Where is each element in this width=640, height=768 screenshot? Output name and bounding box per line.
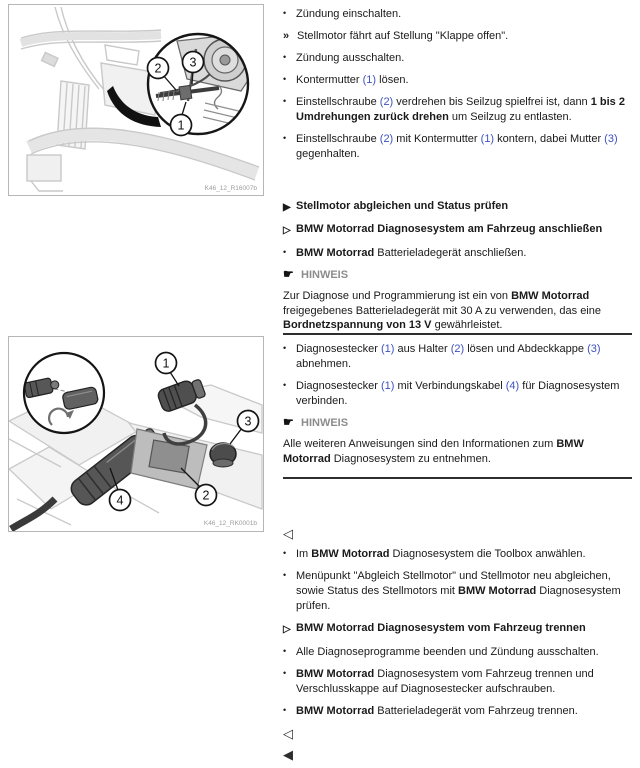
list-item: [283, 222, 632, 237]
figure-diagnostic-connector: [8, 336, 264, 532]
throttle-adjustment-drawing: [9, 5, 263, 195]
bullet-icon: •: [283, 74, 287, 84]
item-text: Alle weiteren Anweisungen sind den Informationen zum BMW Motorrad Diagnosesystem zu entnehmen.: [283, 438, 584, 465]
list-item: [283, 621, 632, 636]
section-cable-adjustment-steps: [283, 7, 632, 169]
callout-3: 3: [189, 55, 197, 70]
back-nav-outline-icon: ◁: [283, 726, 293, 741]
item-text: Diagnosestecker (1) aus Halter (2) lösen und Abdeckkappe (3) abnehmen.: [296, 343, 601, 370]
item-text: BMW Motorrad Batterieladegerät anschließen.: [296, 247, 527, 259]
callout-ref-link[interactable]: (2): [379, 133, 394, 145]
item-text: Zur Diagnose und Programmierung ist ein von BMW Motorrad freigegebenes Batterieladegerät mit 30 A zu verwenden, das eine Bordnetzspannung von 13 V gewährleistet.: [283, 290, 601, 331]
bullet-icon: •: [283, 133, 287, 143]
back-nav-filled-icon: ◀: [283, 747, 293, 762]
list-item: [283, 645, 632, 660]
callout-ref-link[interactable]: (1): [381, 380, 395, 392]
figure2-caption: K46_12_RK0001b: [203, 520, 257, 527]
list-item: [283, 246, 632, 261]
list-item: [283, 51, 632, 66]
callout-4: 4: [116, 493, 124, 508]
list-item: [283, 29, 632, 44]
bullet-icon: •: [283, 570, 287, 580]
figure-throttle-adjustment: [8, 4, 264, 196]
section-calibrate-status: [283, 199, 632, 342]
procedure-arrow-outline-icon: ▷: [283, 624, 291, 635]
bullet-icon: •: [283, 705, 287, 715]
list-item: [283, 526, 632, 541]
item-text: Alle Diagnoseprogramme beenden und Zündung ausschalten.: [296, 646, 599, 658]
callout-ref-link[interactable]: (3): [604, 133, 618, 145]
item-text: HINWEIS: [301, 417, 349, 429]
list-item: [283, 437, 632, 466]
bullet-icon: •: [283, 8, 287, 18]
list-item: [283, 268, 632, 283]
list-item: [283, 7, 632, 22]
bullet-icon: •: [283, 548, 287, 558]
result-arrow-icon: »: [283, 30, 289, 42]
item-text: BMW Motorrad Batterieladegerät vom Fahrzeug trennen.: [296, 705, 578, 717]
bullet-icon: •: [283, 668, 287, 678]
bullet-icon: •: [283, 646, 287, 656]
callout-1: 1: [177, 118, 185, 133]
item-text: BMW Motorrad Diagnosesystem vom Fahrzeug trennen und Verschlusskappe auf Diagnosestecker aufschrauben.: [296, 668, 594, 695]
pointing-hand-icon: ☛: [283, 267, 294, 281]
list-item: [283, 416, 632, 431]
callout-3: 3: [244, 414, 252, 429]
figure1-caption: K46_12_R16007b: [204, 185, 257, 192]
list-item: [283, 667, 632, 697]
list-item: [283, 547, 632, 562]
item-text: Kontermutter (1) lösen.: [296, 74, 409, 86]
list-item: [283, 95, 632, 125]
list-item: [283, 199, 632, 214]
diagnostic-connector-drawing: [9, 337, 263, 531]
item-text: BMW Motorrad Diagnosesystem vom Fahrzeug trennen: [296, 622, 586, 634]
back-nav-outline-icon: ◁: [283, 526, 293, 541]
bullet-icon: •: [283, 52, 287, 62]
item-text: Zündung einschalten.: [296, 8, 402, 20]
list-item: [283, 342, 632, 372]
item-text: Einstellschraube (2) mit Kontermutter (1) kontern, dabei Mutter (3) gegenhalten.: [296, 133, 618, 160]
list-item: [283, 132, 632, 162]
procedure-arrow-filled-icon: ▶: [283, 202, 291, 213]
item-text: Diagnosestecker (1) mit Verbindungskabel (4) für Diagnosesystem verbinden.: [296, 380, 620, 407]
callout-ref-link[interactable]: (2): [450, 343, 465, 355]
list-item: [283, 73, 632, 88]
item-text: BMW Motorrad Diagnosesystem am Fahrzeug anschließen: [296, 223, 603, 235]
list-item: [283, 379, 632, 409]
callout-1: 1: [162, 356, 170, 371]
procedure-arrow-outline-icon: ▷: [283, 225, 291, 236]
callout-ref-link[interactable]: (4): [505, 380, 520, 392]
bullet-icon: •: [283, 380, 287, 390]
callout-ref-link[interactable]: (1): [362, 74, 377, 86]
pointing-hand-icon: ☛: [283, 415, 294, 429]
bullet-icon: •: [283, 343, 287, 353]
callout-ref-link[interactable]: (1): [381, 343, 395, 355]
item-text: Stellmotor abgleichen und Status prüfen: [296, 200, 509, 212]
list-item: [283, 704, 632, 719]
bullet-icon: •: [283, 247, 287, 257]
callout-2: 2: [154, 61, 162, 76]
list-item: [283, 747, 632, 762]
list-item: [283, 726, 632, 741]
list-item: [283, 569, 632, 614]
item-text: Zündung ausschalten.: [296, 52, 405, 64]
section-diagnostic-connector-steps: [283, 333, 632, 479]
item-text: Im BMW Motorrad Diagnosesystem die Toolbox anwählen.: [296, 548, 586, 560]
callout-2: 2: [202, 488, 210, 503]
section-toolbox-and-disconnect: [283, 526, 632, 768]
list-item: [283, 289, 632, 333]
item-text: HINWEIS: [301, 269, 349, 281]
item-text: Stellmotor fährt auf Stellung "Klappe offen".: [297, 30, 509, 42]
callout-ref-link[interactable]: (1): [480, 133, 495, 145]
bullet-icon: •: [283, 96, 287, 106]
callout-ref-link[interactable]: (2): [379, 96, 394, 108]
callout-ref-link[interactable]: (3): [587, 343, 601, 355]
item-text: Einstellschraube (2) verdrehen bis Seilzug spielfrei ist, dann 1 bis 2 Umdrehungen zurück drehen um Seilzug zu entlasten.: [296, 96, 625, 123]
item-text: Menüpunkt "Abgleich Stellmotor" und Stellmotor neu abgleichen, sowie Status des Stellmotors mit BMW Motorrad Diagnosesystem prüfen.: [296, 570, 621, 612]
